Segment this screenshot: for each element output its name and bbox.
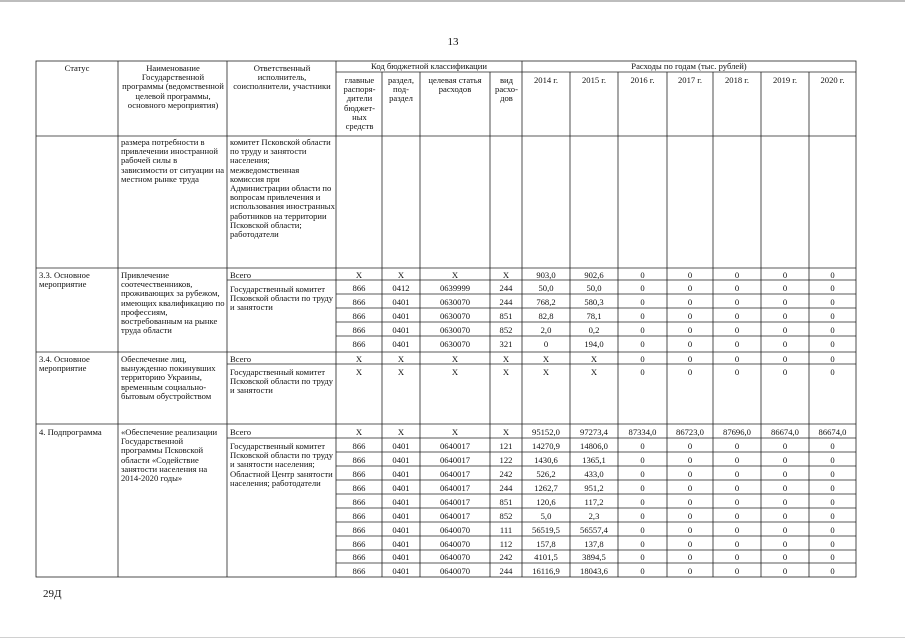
table-cell: 0 [782, 325, 788, 335]
table-cell: 0 [830, 525, 835, 535]
table-cell: 242 [499, 552, 513, 562]
table-cell: 0 [782, 483, 788, 493]
page-number: 13 [447, 36, 459, 48]
header-responsible: Ответственный исполнитель, соисполнители, участники [233, 63, 331, 92]
table-cell: 120,6 [536, 497, 556, 507]
header-expenses: Расходы по годам (тыс. рублей) [631, 61, 747, 71]
table-cell: 903,0 [536, 270, 556, 280]
table-cell: X [397, 367, 405, 377]
table-cell: 0 [687, 483, 693, 493]
table-cell: 0 [640, 311, 645, 321]
cont-responsible: комитет Псковской области по труду и занятости населения; межведомственная комиссия при Администрации области по вопросам привлечения и использования иностранных работников на территории Псковской области; работодатели [230, 137, 335, 240]
table-cell: 0 [640, 441, 645, 451]
table-cell: 0 [687, 297, 693, 307]
table-cell: 0401 [392, 441, 410, 451]
block-3-4-status: 3.4. Основное мероприятие [39, 354, 90, 374]
table-cell: 0 [782, 455, 788, 465]
table-cell: 5,0 [540, 511, 552, 521]
block-4-total-label: Всего [230, 427, 252, 437]
table-cell: 580,3 [584, 297, 604, 307]
table-cell: 866 [352, 339, 366, 349]
table-cell: 0 [640, 367, 645, 377]
table-cell: 866 [352, 483, 366, 493]
header-vr: вид расхо-дов [495, 75, 518, 104]
table-cell: 2,3 [588, 511, 600, 521]
table-cell: 851 [499, 497, 513, 507]
table-cell: X [502, 367, 510, 377]
table-cell: 0 [734, 483, 740, 493]
table-cell: 0 [734, 283, 740, 293]
table-cell: X [590, 354, 598, 364]
table-cell: 86723,0 [676, 427, 704, 437]
table-cell: 86674,0 [818, 427, 847, 437]
table-cell: 0401 [392, 455, 410, 465]
table-cell: 0 [830, 270, 835, 280]
header-csr: целевая статья расходов [428, 75, 482, 95]
table-cell: 0 [782, 441, 788, 451]
table-cell: X [502, 270, 510, 280]
block-3-4-responsible: Государственный комитет Псковской области по труду и занятости [230, 367, 334, 396]
header-year-2014: 2014 г. [533, 75, 559, 85]
header-year-2015: 2015 г. [581, 75, 607, 85]
table-cell: 0 [640, 483, 645, 493]
table-cell: 0 [687, 441, 693, 451]
table-cell: 0 [687, 325, 693, 335]
table-cell: 244 [499, 297, 513, 307]
block-3-3-total-label: Всего [230, 270, 252, 280]
table-cell: 3894,5 [582, 552, 606, 562]
table-cell: 194,0 [584, 339, 604, 349]
block-4-status: 4. Подпрограмма [39, 427, 102, 437]
table-cell: 321 [499, 339, 513, 349]
table-cell: 4101,5 [534, 552, 558, 562]
table-cell: 111 [499, 525, 513, 535]
table-cell: 16116,9 [532, 566, 560, 576]
table-cell: 2,0 [540, 325, 552, 335]
header-year-2020: 2020 г. [820, 75, 845, 85]
table-cell: 0 [782, 511, 788, 521]
table-cell: 0 [782, 497, 788, 507]
table-cell: 0401 [392, 469, 410, 479]
table-cell: 0 [640, 539, 645, 549]
table-cell: 0 [640, 339, 645, 349]
table-cell: 0 [687, 525, 693, 535]
table-cell: 0401 [392, 511, 410, 521]
table-cell: 0 [640, 511, 645, 521]
table-cell: 0 [734, 441, 740, 451]
table-cell: 0 [640, 297, 645, 307]
table-cell: 0 [687, 339, 693, 349]
table-cell: 0 [734, 566, 740, 576]
header-year-2017: 2017 г. [677, 75, 703, 85]
block-3-3-status: 3.3. Основное мероприятие [39, 270, 90, 290]
table-cell: 866 [352, 325, 366, 335]
header-program-name: Наименование Государственной программы (ведомственной целевой программы, основного мероприятия) [122, 63, 224, 110]
table-cell: 0 [734, 552, 740, 562]
table-cell: 0 [830, 552, 835, 562]
table-cell: 0 [734, 455, 740, 465]
table-cell: 0 [830, 297, 835, 307]
table-cell: 0 [734, 270, 740, 280]
table-cell: 0401 [392, 525, 410, 535]
table-cell: 244 [499, 483, 513, 493]
table-cell: 82,8 [538, 311, 554, 321]
table-cell: 18043,6 [580, 566, 608, 576]
table-cell: 0 [640, 354, 645, 364]
table-cell: 0 [687, 566, 693, 576]
table-cell: 0 [687, 552, 693, 562]
table-cell: 244 [499, 566, 513, 576]
table-cell: 1365,1 [582, 455, 606, 465]
table-cell: 0 [734, 354, 740, 364]
block-3-4-total-label: Всего [230, 354, 252, 364]
table-cell: 50,0 [538, 283, 554, 293]
table-cell: 0 [640, 469, 645, 479]
table-cell: 86674,0 [771, 427, 799, 437]
table-cell: X [451, 427, 459, 437]
table-cell: 0 [782, 539, 788, 549]
table-cell: 117,2 [584, 497, 604, 507]
table-cell: 14270,9 [532, 441, 560, 451]
table-cell: 0 [640, 566, 645, 576]
table-cell: 866 [352, 455, 366, 465]
table-cell: 0 [830, 339, 835, 349]
table-cell: X [397, 427, 405, 437]
table-cell: 0640017 [439, 469, 471, 479]
table-cell: 0640017 [439, 497, 471, 507]
table-cell: 0401 [392, 311, 410, 321]
table-cell: 0401 [392, 297, 410, 307]
table-cell: X [355, 427, 363, 437]
table-cell: 866 [352, 566, 366, 576]
table-cell: X [355, 354, 363, 364]
footer-code: 29Д [43, 588, 62, 600]
table-cell: 0630070 [439, 297, 471, 307]
table-cell: 0640017 [439, 455, 471, 465]
block-3-3-name: Привлечение соотечественников, проживающих за рубежом, имеющих квалификацию по профессиям, востребованным на рынке труда области [121, 270, 225, 336]
table-cell: 526,2 [536, 469, 556, 479]
table-cell: X [502, 354, 510, 364]
table-cell: 0401 [392, 497, 410, 507]
table-cell: 50,0 [586, 283, 602, 293]
table-cell: 1430,6 [534, 455, 558, 465]
table-cell: 866 [352, 497, 366, 507]
table-cell: 87334,0 [628, 427, 657, 437]
table-cell: 0 [734, 311, 740, 321]
table-cell: 0 [734, 367, 740, 377]
block-4-name: «Обеспечение реализации Государственной программы Псковской области «Содействие занятости населения на 2014-2020 годы» [121, 427, 218, 484]
table-cell: 0630070 [439, 339, 471, 349]
table-cell: 866 [352, 311, 366, 321]
table-cell: 951,2 [584, 483, 604, 493]
table-cell: 433,0 [584, 469, 604, 479]
table-cell: 0401 [392, 552, 410, 562]
table-cell: 0 [734, 325, 740, 335]
block-3-3-responsible: Государственный комитет Псковской области по труду и занятости [230, 284, 334, 313]
table-cell: 0 [782, 525, 788, 535]
table-cell: X [355, 367, 363, 377]
table-cell: 0 [687, 311, 693, 321]
header-rzpr: раздел, под-раздел [388, 75, 414, 104]
table-cell: 242 [499, 469, 513, 479]
table-cell: 0 [687, 539, 693, 549]
header-grbs: главные распоря-дители бюджет-ных средств [343, 75, 376, 132]
table-cell: 0 [830, 441, 835, 451]
table-cell: 0 [734, 497, 740, 507]
table-cell: 0 [640, 270, 645, 280]
table-cell: 0 [830, 539, 835, 549]
table-cell: 0 [640, 525, 645, 535]
table-cell: 137,8 [584, 539, 604, 549]
table-cell: 0 [782, 339, 788, 349]
table-cell: 0 [687, 270, 693, 280]
table-cell: 866 [352, 511, 366, 521]
table-cell: 0 [830, 483, 835, 493]
table-cell: 0401 [392, 566, 410, 576]
table-cell: X [397, 354, 405, 364]
table-cell: 87696,0 [723, 427, 751, 437]
table-cell: 56519,5 [532, 525, 560, 535]
table-cell: 14806,0 [580, 441, 608, 451]
table-cell: 0 [734, 339, 740, 349]
table-cell: 0640017 [439, 483, 471, 493]
table-cell: 0 [734, 539, 740, 549]
table-cell: 0639999 [439, 283, 471, 293]
table-cell: 866 [352, 297, 366, 307]
table-cell: 0 [830, 283, 835, 293]
table-cell: X [397, 270, 405, 280]
table-cell: 157,8 [536, 539, 556, 549]
table-cell: 0 [640, 552, 645, 562]
table-cell: 0 [640, 283, 645, 293]
table-cell: 56557,4 [580, 525, 608, 535]
table-cell: 866 [352, 552, 366, 562]
table-cell: 0640070 [439, 525, 471, 535]
table-cell: 0 [687, 455, 693, 465]
table-cell: 0640017 [439, 441, 471, 451]
table-cell: 0401 [392, 539, 410, 549]
table-cell: 0640017 [439, 511, 471, 521]
table-cell: 0 [543, 339, 549, 349]
table-cell: 0640070 [439, 539, 471, 549]
table-cell: 112 [499, 539, 513, 549]
table-cell: 866 [352, 441, 366, 451]
table-cell: 0 [830, 354, 835, 364]
table-cell: 0630070 [439, 311, 471, 321]
table-cell: 0401 [392, 325, 410, 335]
table-cell: 0640070 [439, 552, 471, 562]
table-cell: X [451, 270, 459, 280]
table-cell: X [542, 354, 550, 364]
table-cell: 851 [499, 311, 513, 321]
header-budget-code: Код бюджетной классификации [371, 61, 487, 71]
table-cell: 0 [830, 511, 835, 521]
block-4-responsible: Государственный комитет Псковской области по труду и занятости населения; Областной Центр занятости населения; работодатели [230, 441, 334, 488]
table-cell: 0 [734, 297, 740, 307]
header-year-2018: 2018 г. [724, 75, 750, 85]
table-cell: 902,6 [584, 270, 604, 280]
table-cell: 866 [352, 539, 366, 549]
table-cell: 768,2 [536, 297, 556, 307]
table-cell: 0 [640, 497, 645, 507]
table-cell: 0 [640, 455, 645, 465]
table-cell: X [355, 270, 363, 280]
table-cell: 0 [687, 367, 693, 377]
table-cell: X [451, 367, 459, 377]
table-cell: 0 [734, 511, 740, 521]
table-cell: 0 [830, 367, 835, 377]
table-cell: 0 [734, 469, 740, 479]
header-status: Статус [64, 63, 90, 73]
table-cell: 866 [352, 469, 366, 479]
table-cell: 0 [782, 552, 788, 562]
block-3-4-name: Обеспечение лиц, вынужденно покинувших территорию Украины, временным социально-бытовым обустройством [121, 354, 216, 401]
table-cell: 0 [687, 511, 693, 521]
table-cell: X [451, 354, 459, 364]
table-cell: 0 [830, 566, 835, 576]
table-cell: 0 [830, 325, 835, 335]
table-cell: 0401 [392, 483, 410, 493]
table-cell: 0412 [392, 283, 410, 293]
table-cell: 866 [352, 525, 366, 535]
header-year-2019: 2019 г. [772, 75, 798, 85]
table-cell: X [502, 427, 510, 437]
table-cell: 0,2 [588, 325, 600, 335]
table-cell: 244 [499, 283, 513, 293]
table-cell: 78,1 [586, 311, 602, 321]
table-cell: 0 [640, 325, 645, 335]
table-cell: 122 [499, 455, 513, 465]
table-cell: 0 [687, 497, 693, 507]
table-cell: 0 [782, 283, 788, 293]
table-cell: 0 [782, 311, 788, 321]
table-cell: 0 [687, 283, 693, 293]
table-cell: 0401 [392, 339, 410, 349]
table-cell: 0 [830, 311, 835, 321]
table-cell: 1262,7 [534, 483, 558, 493]
table-cell: 0 [782, 367, 788, 377]
scan-bottom-edge [0, 637, 905, 638]
table-cell: 0 [830, 469, 835, 479]
table-cell: 0 [782, 354, 788, 364]
table-cell: 0 [782, 270, 788, 280]
table-cell: 0 [687, 469, 693, 479]
table-cell: 0 [782, 469, 788, 479]
table-cell: 0640070 [439, 566, 471, 576]
table-cell: X [590, 367, 598, 377]
table-cell: 97273,4 [580, 427, 608, 437]
table-cell: 0630070 [439, 325, 471, 335]
table-cell: 0 [687, 354, 693, 364]
table-cell: 852 [499, 511, 513, 521]
table-cell: 121 [499, 441, 513, 451]
table-cell: 0 [782, 566, 788, 576]
table-cell: 0 [782, 297, 788, 307]
table-cell: 0 [734, 525, 740, 535]
table-cell: 0 [830, 497, 835, 507]
table-cell: 852 [499, 325, 513, 335]
cont-program-name: размера потребности в привлечении иностранной рабочей силы в зависимости от ситуации на местном рынке труда [121, 137, 225, 184]
table-cell: 95152,0 [532, 427, 560, 437]
table-cell: 0 [830, 455, 835, 465]
table-cell: X [542, 367, 550, 377]
header-year-2016: 2016 г. [630, 75, 655, 85]
table-cell: 866 [352, 283, 366, 293]
